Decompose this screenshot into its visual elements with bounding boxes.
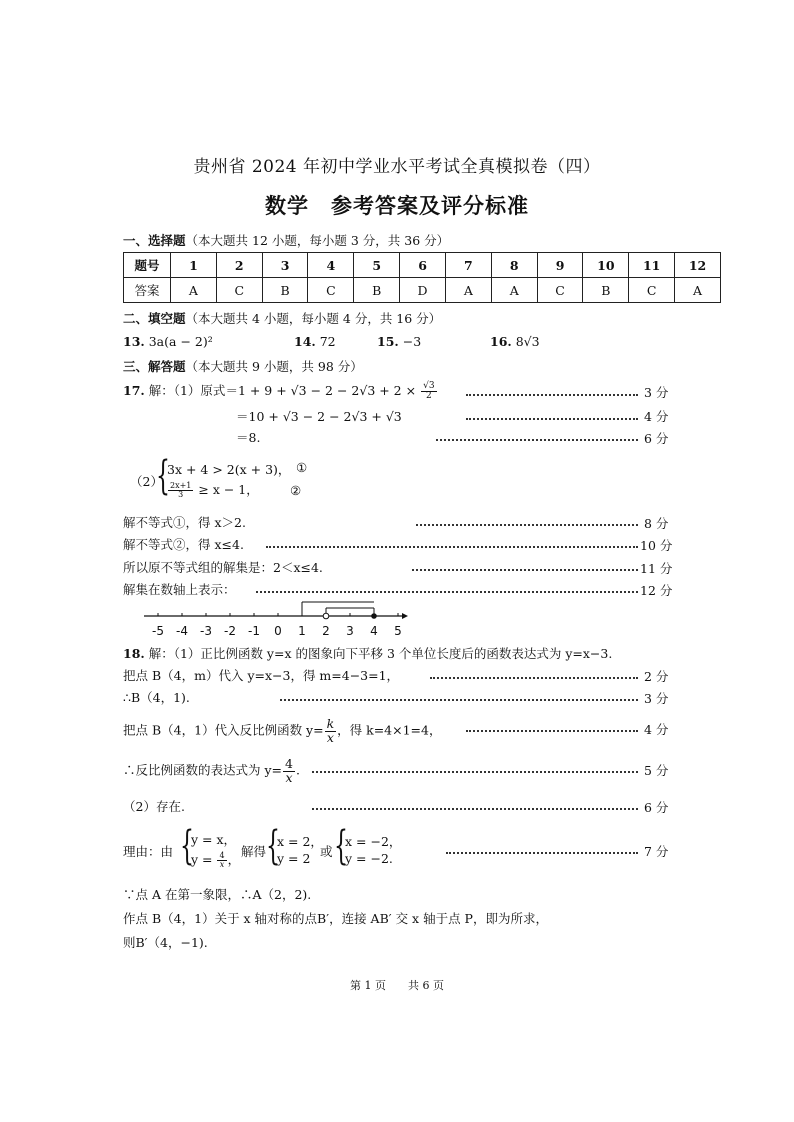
answer-table: [123, 252, 721, 303]
q18-line3: ∴B（4，1).: [123, 690, 190, 705]
q17-mark2: ②: [290, 483, 302, 498]
axis-tick-label: -4: [176, 624, 188, 638]
q17-line2: ＝10 + √3 − 2 − 2√3 + √3: [236, 409, 402, 424]
table-cell: C: [537, 278, 583, 303]
table-cell: 8: [491, 253, 537, 278]
axis-tick-label: 5: [394, 624, 402, 638]
leader-dots: [466, 418, 638, 420]
q18-line6: （2）存在.: [123, 799, 185, 814]
score-mark: 7 分: [644, 844, 669, 859]
leader-dots: [280, 699, 638, 701]
q18-line9: 作点 B（4，1）关于 x 轴对称的点B′，连接 AB′ 交 x 轴于点 P，即为所求，: [123, 911, 548, 926]
score-mark: 4 分: [644, 409, 669, 424]
section2-heading: 二、填空题（本大题共 4 小题，每小题 4 分，共 16 分）: [123, 311, 442, 326]
q17-step4: 解集在数轴上表示：: [123, 582, 236, 597]
q18-line5: ∴反比例函数的表达式为 y= $\frac{4}{x}$ .: [123, 756, 300, 785]
q18-system3-line2: y = −2.: [345, 851, 393, 866]
table-cell: A: [445, 278, 491, 303]
table-cell: 10: [583, 253, 629, 278]
q18-system1-line2: y = $\frac{4}{x}$ ，: [191, 851, 241, 869]
score-mark: 11 分: [640, 561, 673, 576]
table-cell: C: [629, 278, 675, 303]
q17-line1: 17. 解：（1）原式＝1 + 9 + √3 − 2 − 2√3 + 2 × $\frac{√3}{2}$: [123, 381, 435, 401]
score-mark: 3 分: [644, 385, 669, 400]
q17-step1: 解不等式①，得 x＞2.: [123, 515, 246, 530]
table-cell: A: [491, 278, 537, 303]
section3-heading: 三、解答题（本大题共 9 小题，共 98 分）: [123, 359, 363, 374]
q18-line1: 18. 解：（1）正比例函数 y=x 的图象向下平移 3 个单位长度后的函数表达式为 y=x−3.: [123, 646, 613, 661]
score-mark: 10 分: [640, 538, 673, 553]
q17-line3: ＝8.: [236, 430, 261, 445]
table-cell: 3: [262, 253, 308, 278]
leader-dots: [412, 569, 638, 571]
fill-answer-15: 15. −3: [377, 334, 422, 349]
leader-dots: [436, 439, 638, 441]
score-mark: 6 分: [644, 431, 669, 446]
row-label-questions: 题号: [124, 253, 171, 278]
table-cell: A: [171, 278, 217, 303]
left-brace: {: [180, 823, 194, 869]
axis-tick-label: -2: [224, 624, 236, 638]
axis-tick-label: 0: [274, 624, 282, 638]
left-brace: {: [266, 823, 280, 869]
axis-tick-label: -5: [152, 624, 164, 638]
score-mark: 2 分: [644, 669, 669, 684]
q18-reason-label: 理由：由: [123, 844, 174, 859]
page-footer: 第 1 页 共 6 页: [350, 979, 444, 992]
leader-dots: [312, 808, 638, 810]
answer-key-subtitle: 数学 参考答案及评分标准: [265, 193, 529, 218]
leader-dots: [466, 730, 638, 732]
section1-heading: 一、选择题（本大题共 12 小题，每小题 3 分，共 36 分）: [123, 233, 450, 248]
table-cell: C: [308, 278, 354, 303]
axis-tick-label: 1: [298, 624, 306, 638]
leader-dots: [416, 524, 638, 526]
fill-answer-14: 14. 72: [294, 334, 336, 349]
leader-dots: [430, 677, 638, 679]
q17-mark1: ①: [296, 460, 308, 475]
table-cell: B: [354, 278, 400, 303]
table-cell: 2: [216, 253, 262, 278]
leader-dots: [312, 771, 638, 773]
q18-system2-line2: y = 2: [277, 851, 311, 866]
table-cell: 12: [675, 253, 721, 278]
table-row-answers: [124, 278, 721, 303]
table-cell: D: [400, 278, 446, 303]
q18-line2: 把点 B（4，m）代入 y=x−3，得 m=4−3=1，: [123, 668, 400, 683]
left-brace: {: [334, 823, 348, 869]
q17-part2-label: （2）: [130, 474, 163, 489]
axis-tick-label: -3: [200, 624, 212, 638]
q18-line4: 把点 B（4，1）代入反比例函数 y= $\frac{k}{x}$ ，得 k=4×1=4，: [123, 716, 442, 745]
score-mark: 8 分: [644, 516, 669, 531]
score-mark: 4 分: [644, 722, 669, 737]
q17-step3: 所以原不等式组的解集是：2＜x≤4.: [123, 560, 323, 575]
fill-answer-13: 13. 3a(a − 2)²: [123, 334, 213, 349]
leader-dots: [466, 394, 638, 396]
q17-system-line1: 3x + 4 > 2(x + 3)，: [167, 462, 291, 477]
table-cell: A: [675, 278, 721, 303]
q18-system2-line1: x = 2，: [277, 834, 323, 849]
table-cell: 7: [445, 253, 491, 278]
score-mark: 6 分: [644, 800, 669, 815]
q18-line8: ∵点 A 在第一象限，∴A（2，2).: [123, 887, 312, 902]
axis-tick-label: 3: [346, 624, 354, 638]
table-cell: 9: [537, 253, 583, 278]
leader-dots: [266, 546, 638, 548]
table-cell: 6: [400, 253, 446, 278]
leader-dots: [446, 852, 638, 854]
table-cell: 5: [354, 253, 400, 278]
q18-line10: 则B′（4，−1).: [123, 935, 208, 950]
axis-tick-label: 4: [370, 624, 378, 638]
q18-system1-line1: y = x，: [191, 832, 237, 847]
table-cell: 1: [171, 253, 217, 278]
score-mark: 12 分: [640, 583, 673, 598]
table-cell: 4: [308, 253, 354, 278]
table-cell: B: [583, 278, 629, 303]
table-row-questions: [124, 253, 721, 278]
axis-tick-label: -1: [248, 624, 260, 638]
q18-system3-line1: x = −2，: [345, 834, 402, 849]
fill-answer-16: 16. 8√3: [490, 334, 540, 349]
q18-or-word: 或: [320, 844, 333, 859]
row-label-answers: 答案: [124, 278, 171, 303]
axis-tick-label: 2: [322, 624, 330, 638]
score-mark: 3 分: [644, 691, 669, 706]
q18-solve-word: 解得: [241, 844, 267, 859]
leader-dots: [256, 591, 638, 593]
table-cell: 11: [629, 253, 675, 278]
score-mark: 5 分: [644, 763, 669, 778]
q17-step2: 解不等式②，得 x≤4.: [123, 537, 244, 552]
q17-system-line2: $\frac{2x+1}{3}$ ≥ x − 1，: [170, 481, 259, 499]
table-cell: B: [262, 278, 308, 303]
table-cell: C: [216, 278, 262, 303]
exam-title: 贵州省 2024 年初中学业水平考试全真模拟卷（四）: [193, 157, 601, 177]
left-brace: {: [156, 453, 170, 499]
